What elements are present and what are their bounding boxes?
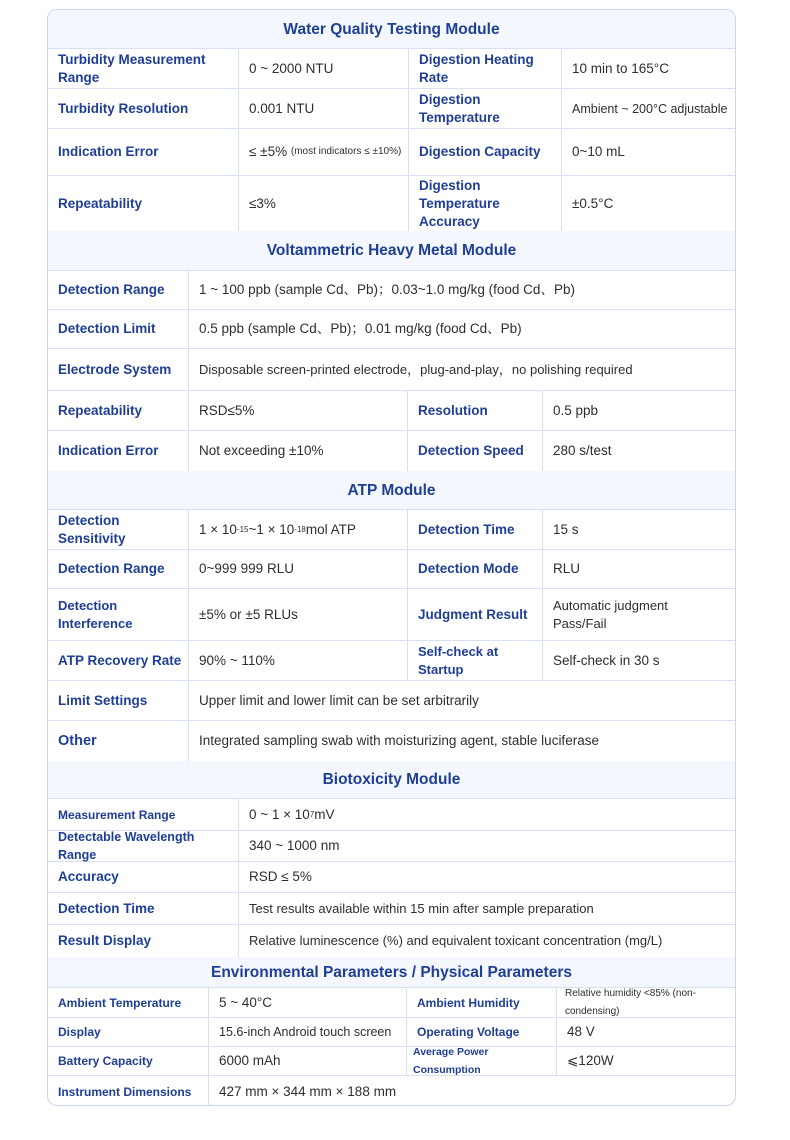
row-value: RLU: [542, 550, 736, 588]
table-row: [48, 925, 735, 957]
row-value: 427 mm × 344 mm × 188 mm: [208, 1076, 736, 1106]
table-row: [48, 271, 735, 310]
row-label: Instrument Dimensions: [58, 1084, 192, 1099]
environment-section: [48, 957, 735, 1106]
row-value: 1 × 10 -15 ~1 × 10 -18 mol ATP: [188, 510, 407, 549]
row-label: Digestion Temperature Accuracy: [408, 176, 561, 231]
row-value: ≤3%: [238, 176, 408, 231]
table-row: [48, 641, 735, 681]
value-note: (most indicators ≤ ±10%): [290, 146, 402, 157]
row-label: ATP Recovery Rate: [58, 652, 182, 668]
row-value: 0~10 mL: [561, 129, 736, 175]
row-value: [238, 129, 408, 175]
table-row: [48, 1076, 735, 1106]
row-value: 340 ~ 1000 nm: [238, 831, 736, 861]
row-label: Display: [58, 1025, 101, 1039]
row-label: Self-check at Startup: [407, 641, 542, 680]
water-quality-section: [48, 10, 735, 232]
row-value: RSD ≤ 5%: [238, 862, 736, 892]
table-row: [48, 49, 735, 89]
section-title: Biotoxicity Module: [48, 761, 735, 799]
row-label: Ambient Humidity: [406, 988, 556, 1017]
row-label: Other: [58, 733, 97, 749]
row-value: Relative luminescence (%) and equivalent toxicant concentration (mg/L): [238, 925, 736, 957]
row-value: 5 ~ 40°C: [208, 988, 406, 1017]
table-row: [48, 831, 735, 862]
heavy-metal-section: [48, 231, 735, 472]
row-label: Operating Voltage: [406, 1018, 556, 1046]
value-part: ~1 × 10: [248, 521, 295, 537]
row-label: Accuracy: [58, 869, 119, 884]
value-part: 1 × 10: [199, 521, 237, 537]
row-label: Turbidity Resolution: [58, 100, 189, 116]
row-value: Integrated sampling swab with moisturizing agent, stable luciferase: [188, 721, 736, 761]
row-value: 15.6-inch Android touch screen: [208, 1018, 406, 1046]
biotoxicity-section: [48, 761, 735, 958]
row-value: Self-check in 30 s: [542, 641, 736, 680]
row-label: Turbidity Measurement Range: [58, 51, 206, 85]
value-line: Automatic judgment: [553, 597, 668, 613]
row-label: Limit Settings: [58, 692, 148, 708]
row-value: ±5% or ±5 RLUs: [188, 589, 407, 640]
table-row: [48, 431, 735, 471]
row-label: Resolution: [407, 391, 542, 430]
table-row: [48, 391, 735, 431]
row-value: Relative humidity <85% (non-condensing): [556, 988, 736, 1017]
row-value: [542, 589, 736, 640]
row-label: Detection Interference: [58, 597, 133, 631]
table-row: [48, 681, 735, 721]
table-row: [48, 550, 735, 589]
value-part: 0 ~ 1 × 10: [249, 806, 310, 822]
row-label: Detection Sensitivity: [58, 512, 126, 546]
row-value: 90% ~ 110%: [188, 641, 407, 680]
row-value: RSD≤5%: [188, 391, 407, 430]
row-label: Battery Capacity: [58, 1054, 153, 1068]
row-label: Detection Mode: [407, 550, 542, 588]
row-label: Ambient Temperature: [58, 995, 182, 1010]
row-value: 1 ~ 100 ppb (sample Cd、Pb)；0.03~1.0 mg/kg (food Cd、Pb): [188, 271, 736, 309]
table-row: [48, 862, 735, 893]
table-row: [48, 510, 735, 550]
row-label: Judgment Result: [407, 589, 542, 640]
atp-section: [48, 471, 735, 762]
row-value: 15 s: [542, 510, 736, 549]
row-value: Disposable screen-printed electrode，plug-and-play，no polishing required: [188, 349, 736, 390]
value-line: Pass/Fail: [553, 615, 607, 631]
row-value: 0.5 ppb (sample Cd、Pb)；0.01 mg/kg (food Cd、Pb): [188, 310, 736, 348]
row-value: ⩽120W: [556, 1047, 736, 1075]
section-title: Voltammetric Heavy Metal Module: [48, 231, 735, 271]
table-row: [48, 89, 735, 129]
row-label: Detection Time: [407, 510, 542, 549]
row-label: Detection Time: [58, 900, 155, 916]
value-main: ≤ ±5%: [249, 144, 288, 159]
row-label: Result Display: [58, 933, 152, 948]
table-row: [48, 589, 735, 641]
row-value: ±0.5°C: [561, 176, 736, 231]
row-label: Digestion Heating Rate: [408, 49, 561, 88]
row-value: 0.001 NTU: [238, 89, 408, 128]
row-value: 10 min to 165°C: [561, 49, 736, 88]
table-row: [48, 1018, 735, 1047]
row-value: 0.5 ppb: [542, 391, 736, 430]
spec-card: [47, 9, 736, 1106]
row-label: Electrode System: [58, 361, 172, 377]
table-row: [48, 893, 735, 925]
table-row: [48, 799, 735, 831]
table-row: [48, 1047, 735, 1076]
row-value: 0~999 999 RLU: [188, 550, 407, 588]
table-row: [48, 310, 735, 349]
row-value: Upper limit and lower limit can be set arbitrarily: [188, 681, 736, 720]
table-row: [48, 349, 735, 391]
row-value: 280 s/test: [542, 431, 736, 471]
value-part: mol ATP: [305, 521, 356, 537]
row-label: Detection Range: [58, 561, 165, 576]
row-value: Not exceeding ±10%: [188, 431, 407, 471]
row-label: Indication Error: [58, 144, 159, 159]
row-label: Detection Speed: [407, 431, 542, 471]
row-label: Repeatability: [58, 402, 143, 418]
row-label: Repeatability: [58, 195, 143, 211]
table-row: [48, 721, 735, 761]
table-row: [48, 129, 735, 176]
table-row: [48, 176, 735, 231]
row-value: Test results available within 15 min after sample preparation: [238, 893, 736, 924]
row-label: Detectable Wavelength Range: [58, 830, 195, 862]
value-part: mV: [314, 806, 335, 822]
row-label: Indication Error: [58, 443, 159, 458]
row-label: Detection Limit: [58, 321, 156, 336]
row-label: Digestion Capacity: [408, 129, 561, 175]
row-value: 48 V: [556, 1018, 736, 1046]
row-value: 0 ~ 1 × 10 7 mV: [238, 799, 736, 830]
row-label: Measurement Range: [58, 807, 176, 822]
row-value: Ambient ~ 200°C adjustable: [561, 89, 736, 128]
table-row: [48, 988, 735, 1018]
row-value: 6000 mAh: [208, 1047, 406, 1075]
row-label: Detection Range: [58, 282, 165, 297]
row-value: 0 ~ 2000 NTU: [238, 49, 408, 88]
section-title: Water Quality Testing Module: [48, 10, 735, 49]
row-label: Digestion Temperature: [408, 89, 561, 128]
section-title: Environmental Parameters / Physical Parameters: [48, 957, 735, 988]
section-title: ATP Module: [48, 471, 735, 510]
row-label: Average Power Consumption: [406, 1047, 556, 1075]
